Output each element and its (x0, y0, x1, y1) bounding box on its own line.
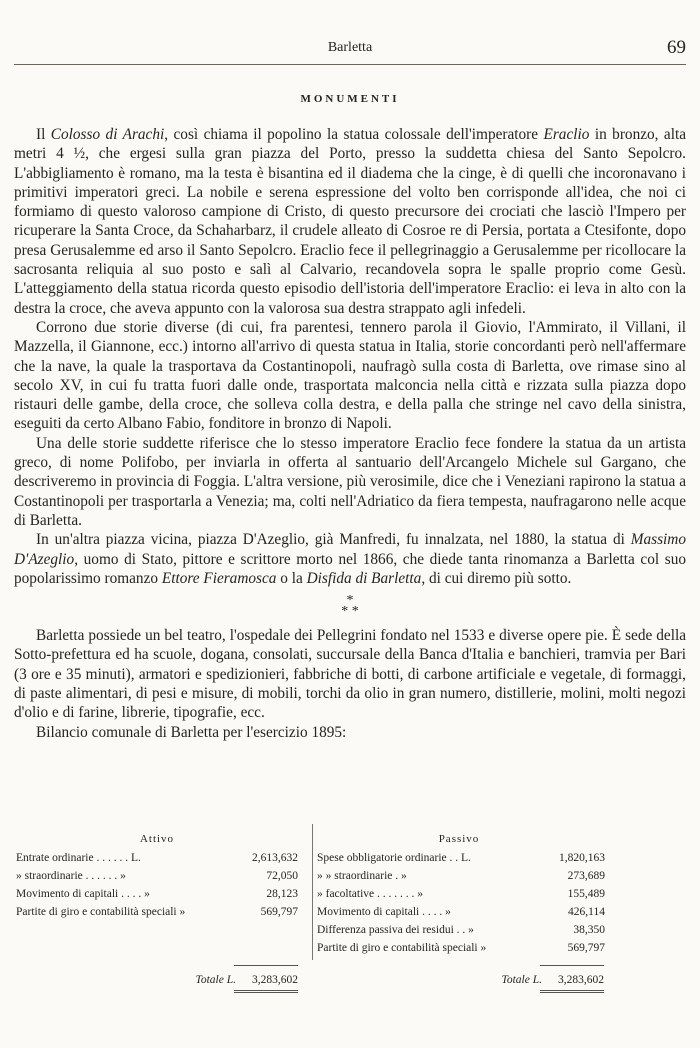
paragraph-text: , di cui diremo più sotto. (421, 569, 572, 587)
attivo-column (16, 824, 298, 924)
budget-row-label: Spese obbligatorie ordinarie . . L. (317, 852, 471, 864)
paragraph (14, 318, 686, 434)
budget-row-amount: 2,613,632 (252, 852, 298, 864)
budget-row-label: » facoltative . . . . . . . » (317, 888, 424, 900)
italic-title: Massimo D'Azeglio (14, 531, 686, 568)
budget-row-amount: 273,689 (567, 870, 605, 882)
passivo-column (312, 824, 605, 960)
passivo-heading: Passivo (438, 833, 480, 845)
budget-row-amount: 38,350 (573, 924, 605, 936)
budget-row (16, 852, 298, 870)
passivo-rows (313, 848, 605, 960)
paragraph-text: In un'altra piazza vicina, piazza D'Azeglio, già Manfredi, fu innalzata, nel 1880, la statua di (36, 531, 631, 549)
budget-row-label: Movimento di capitali . . . . » (16, 888, 150, 900)
budget-row-label: Movimento di capitali . . . . » (317, 906, 451, 918)
paragraph (14, 723, 686, 742)
paragraphs (14, 125, 686, 588)
attivo-total-amount: 3,283,602 (252, 974, 298, 986)
italic-title: Ettore Fieramosca (161, 569, 277, 587)
paragraph (14, 434, 686, 530)
budget-row (313, 942, 605, 960)
passivo-total-double-rule (540, 990, 604, 993)
paragraph (14, 530, 686, 588)
budget-row-label: Differenza passiva dei residui . . » (317, 924, 474, 936)
budget-row-label: » » straordinarie . » (317, 870, 407, 882)
asterism-bottom: * * (341, 604, 359, 620)
budget-row-amount: 72,050 (266, 870, 298, 882)
attivo-heading: Attivo (139, 833, 175, 845)
paragraph-text: , uomo di Stato, pittore e scrittore morto nel 1866, che diede tanta rinomanza a Barletta col suo popolarissimo romanzo (14, 550, 686, 587)
paragraph-text: Corrono due storie diverse (di cui, fra parentesi, tennero parola il Giovio, l'Ammirato, il Villani, il Mazzella, il Giannone, ecc.) intorno all'arrivo di questa statua in Italia, storie concordanti però nell'affermare che la nave, la quale la trasportava da Costantinopoli, naufragò sulla costa di Barletta, ove rimase sino al secolo XV, in cui fu tratta fuori dalle onde, trasportata malconcia nella città e rizzata sulla piazza dopo ristauri delle gambe, della croce, che solleva colla destra, e della palla che stringe nel cavo della sinistra, eseguiti da certo Albano Fabio, fonditore in bronzo di Napoli. (14, 318, 686, 433)
italic-title: Eraclio (543, 126, 590, 143)
budget-row-label: Entrate ordinarie . . . . . . L. (16, 852, 141, 864)
running-header (14, 37, 686, 64)
attivo-total-rule (234, 965, 298, 966)
passivo-total-amount: 3,283,602 (558, 974, 604, 986)
passivo-total-label: Totale L. (501, 974, 542, 986)
paragraph-text: Una delle storie suddette riferisce che lo stesso imperatore Eraclio fece fondere la statua da un artista greco, di nome Polifobo, per inviarla in offerta al santuario dell'Arcangelo Michele sul Gargano, che descriveremo in provincia di Foggia. L'altra versione, più verosimile, dice che i Veneziani rapirono la statua a Costantinopoli per trasportarla a Venezia; ma, colti nell'Adriatico da fiera tempesta, naufragarono nelle acque di Barletta. (14, 434, 686, 529)
budget-row-amount: 569,797 (260, 906, 298, 918)
budget-row-amount: 426,114 (568, 906, 605, 918)
attivo-total-label: Totale L. (195, 974, 236, 986)
paragraph-text: o la (276, 569, 307, 587)
running-title: Barletta (327, 40, 373, 55)
paragraph-text: Barletta possiede un bel teatro, l'ospedale dei Pellegrini fondato nel 1533 e diverse opere pie. È sede della Sotto-prefettura ed ha scuole, dogana, consolati, succursale della Banca d'Italia e banchieri, tramvia per Bari (3 ore e 35 minuti), armatori e spedizionieri, fabbriche di botti, di carbone artificiale e vegetale, di formaggi, di paste alimentari, di pesi e misure, di mobili, torchi da olio in gran numero, distillerie, molini, molti negozi d'olio e di farine, librerie, tipografie, ecc. (14, 627, 686, 722)
budget-row (313, 888, 605, 906)
paragraph (14, 125, 686, 318)
passivo-total-rule (540, 965, 604, 966)
attivo-total (16, 965, 298, 995)
budget-row (313, 924, 605, 942)
budget-row (313, 852, 605, 870)
section-title: MONUMENTI (300, 93, 400, 105)
paragraph (14, 626, 686, 722)
budget-row-amount: 1,820,163 (559, 852, 605, 864)
budget-row-label: » straordinarie . . . . . . » (16, 870, 126, 882)
budget-row-amount: 569,797 (567, 942, 605, 954)
passivo-total (312, 965, 604, 995)
paragraphs-after (14, 626, 686, 742)
header-rule (14, 64, 686, 65)
budget-row (16, 906, 298, 924)
italic-title: Disfida di Barletta (306, 569, 422, 587)
paragraph-text: Bilancio comunale di Barletta per l'esercizio 1895: (36, 723, 347, 741)
attivo-total-double-rule (234, 990, 298, 993)
paragraph-text: Il (36, 126, 51, 143)
asterism (14, 593, 686, 620)
budget-row-label: Partite di giro e contabilità speciali » (16, 906, 186, 918)
budget-row-amount: 28,123 (266, 888, 298, 900)
budget-row-label: Partite di giro e contabilità speciali » (317, 942, 487, 954)
budget-row-amount: 155,489 (567, 888, 605, 900)
asterism-top: * (346, 593, 354, 609)
italic-title: Colosso di Arachi (50, 126, 165, 143)
budget-row (313, 870, 605, 888)
page-number: 69 (667, 37, 686, 58)
attivo-rows (16, 848, 298, 924)
paragraph-text: in bronzo, alta metri 4 ½, che ergesi sulla gran piazza del Porto, presso la suddetta chiesa del Santo Sepolcro. L'abbigliamento è romano, ma la testa è bisantina ed il diadema che la cinge, è di quelli che incoronavano i primitivi imperatori greci. La nobile e serena espressione del volto ben corrisponde all'idea, che noi ci formiamo di questo valoroso campione di Cristo, di questo precursore dei crociati che lasciò l'Impero per ricuperare la Santa Croce, da Schaharbarz, il crudele alleato di Cosroe re di Persia, portata a Ctesifonte, dopo presa Gerusalemme ed arso il Santo Sepolcro. Eraclio fece il pellegrinaggio a Gerusalemme per ricollocare la sacrosanta reliquia al suo posto e salì al Calvario, recandovela sopra le spalle proprio come Gesù. L'atteggiamento della statua ricorda questo episodio dell'istoria dell'imperatore Eraclio: ei leva in alto con la destra la croce, che aveva appunto con la valorosa sua destra strappato agli infedeli. (14, 126, 686, 317)
budget-row (313, 906, 605, 924)
budget-row (16, 888, 298, 906)
body-text (14, 125, 686, 742)
paragraph-text: , così chiama il popolino la statua colossale dell'imperatore (164, 126, 544, 143)
budget-row (16, 870, 298, 888)
